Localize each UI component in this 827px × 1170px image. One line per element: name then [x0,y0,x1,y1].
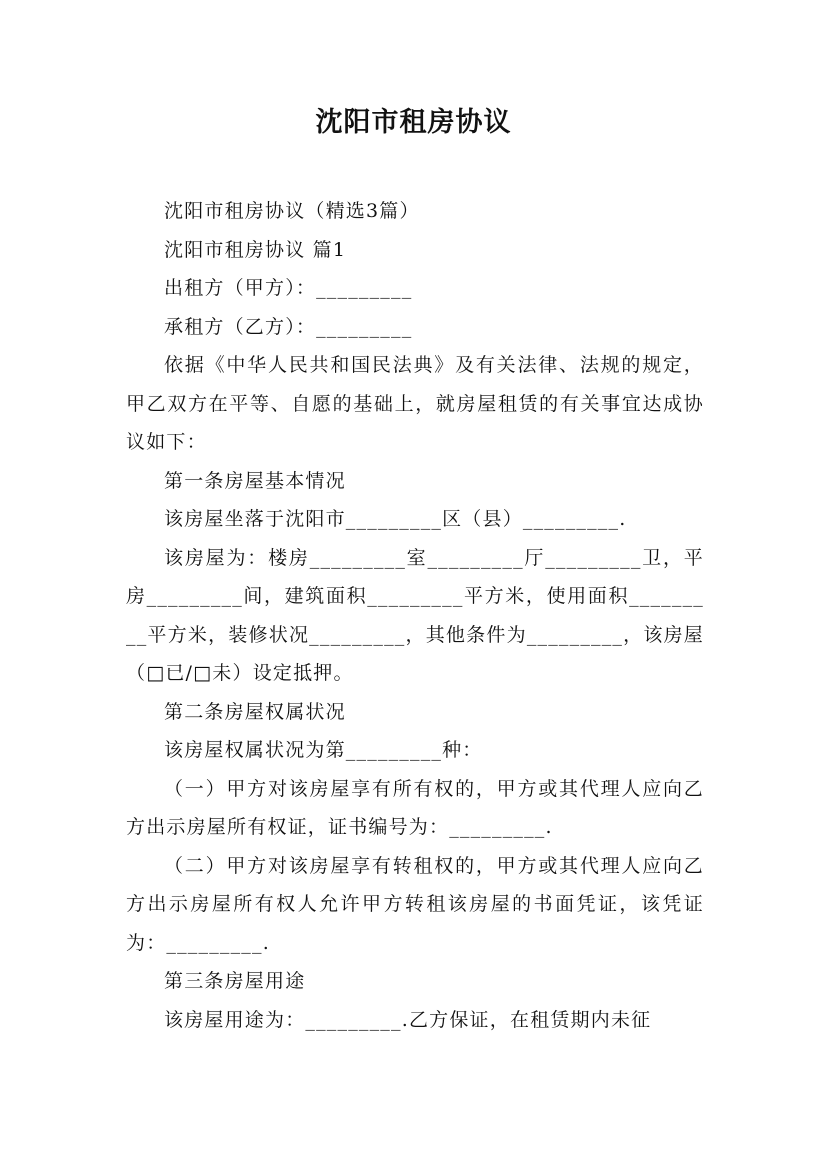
document-body [126,192,704,1039]
document-title: 沈阳市租房协议 [315,107,512,138]
paragraph-usage: 该房屋用途为：_________.乙方保证，在租赁期内未征 [164,1008,652,1031]
paragraph-subtitle: 沈阳市租房协议（精选3篇） [164,200,420,222]
paragraph-preamble: 依据《中华人民共和国民法典》及有关法律、法规的规定，甲乙双方在平等、自愿的基础上，就房屋租赁的有关事宜达成协议如下： [126,354,704,453]
paragraph-location: 该房屋坐落于沈阳市_________区（县）_________. [164,508,627,530]
paragraph-lessee: 承租方（乙方）：_________ [164,315,413,338]
paragraph-article-1-heading: 第一条房屋基本情况 [164,469,346,492]
paragraph-section-heading: 沈阳市租房协议 篇1 [164,238,347,261]
paragraph-lessor: 出租方（甲方）：_________ [164,277,413,299]
paragraph-house-details: 该房屋为：楼房_________室_________厅_________卫，平房_________间，建筑面积_________平方米，使用面积_________平方米，装修状况_________，其他条件为_________，该房屋（□已/□未）设定抵押。 [126,546,704,684]
paragraph-ownership-clause-1: （一）甲方对该房屋享有所有权的，甲方或其代理人应向乙方出示房屋所有权证，证书编号为：_________. [126,777,704,838]
paragraph-ownership-clause-2: （二）甲方对该房屋享有转租权的，甲方或其代理人应向乙方出示房屋所有权人允许甲方转租该房屋的书面凭证，该凭证为：_________. [126,854,704,954]
paragraph-ownership-type: 该房屋权属状况为第_________种： [164,739,483,761]
paragraph-article-2-heading: 第二条房屋权属状况 [164,700,346,723]
paragraph-article-3-heading: 第三条房屋用途 [164,970,306,992]
